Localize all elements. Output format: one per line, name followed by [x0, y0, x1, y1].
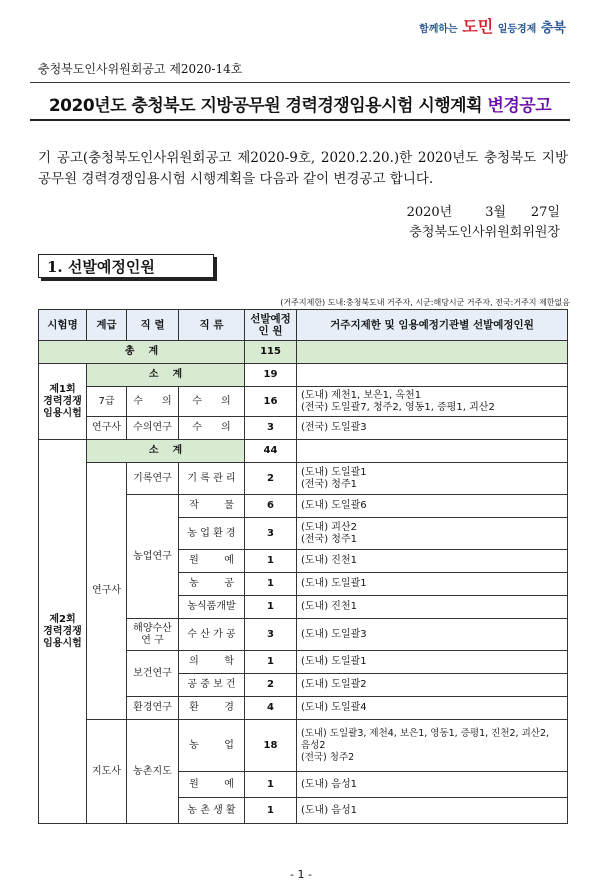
table-row [39, 720, 568, 772]
cell-type: 의 학 [179, 651, 245, 674]
page-title [30, 91, 570, 116]
col-grade: 계급 [87, 310, 127, 341]
cell-detail: (도내) 도일괄4 [297, 697, 568, 720]
cell-count: 4 [245, 697, 297, 720]
logo-suffix: 충북 [540, 21, 566, 36]
exam2-subtotal-value: 44 [245, 440, 297, 463]
cell-type: 농 업 환 경 [179, 518, 245, 550]
cell-detail: (도내) 제천1, 보은1, 옥천1 (전국) 도일괄7, 청주2, 영동1, 증평1, 괴산2 [297, 387, 568, 417]
col-count: 선발예정 인 원 [245, 310, 297, 341]
col-detail: 거주지제한 및 임용예정기관별 선발예정인원 [297, 310, 568, 341]
top-rule [30, 82, 570, 83]
cell-count: 18 [245, 720, 297, 772]
cell-grade: 7급 [87, 387, 127, 417]
cell-series: 농업연구 [127, 495, 179, 619]
cell-type: 수 의 [179, 387, 245, 417]
cell-count: 1 [245, 651, 297, 674]
cell-series: 환경연구 [127, 697, 179, 720]
cell-series: 수의연구 [127, 417, 179, 440]
cell-series: 농촌지도 [127, 720, 179, 824]
table-header-row [39, 310, 568, 341]
cell-type: 농 업 [179, 720, 245, 772]
exam2-subtotal-detail [297, 440, 568, 463]
cell-type: 환 경 [179, 697, 245, 720]
cell-detail: (전국) 도일괄3 [297, 417, 568, 440]
cell-detail: (도내) 음성1 [297, 798, 568, 824]
cell-grade: 연구사 [87, 417, 127, 440]
intro-paragraph [38, 148, 568, 190]
cell-type: 농식품개발 [179, 596, 245, 619]
page-number: - 1 - [290, 868, 312, 881]
cell-count: 16 [245, 387, 297, 417]
cell-detail: (도내) 진천1 [297, 550, 568, 573]
cell-detail: (도내) 도일괄1 [297, 651, 568, 674]
cell-detail: (도내) 괴산2 (전국) 청주1 [297, 518, 568, 550]
cell-detail: (도내) 도일괄3 [297, 619, 568, 651]
logo-prefix: 함께하는 [419, 24, 458, 35]
cell-type: 농 공 [179, 573, 245, 596]
cell-count: 6 [245, 495, 297, 518]
total-value: 115 [245, 341, 297, 364]
logo-middle: 일등경제 [497, 24, 537, 35]
cell-count: 2 [245, 674, 297, 697]
cell-type: 공 중 보 건 [179, 674, 245, 697]
col-type: 직 류 [179, 310, 245, 341]
cell-detail: (도내) 진천1 [297, 596, 568, 619]
exam1-name: 제1회 경력경쟁 임용시험 [39, 364, 87, 440]
cell-count: 3 [245, 518, 297, 550]
total-label: 총 계 [39, 341, 245, 364]
document-number: 충청북도인사위원회공고 제2020-14호 [38, 62, 243, 76]
cell-type: 수 의 [179, 417, 245, 440]
cell-count: 1 [245, 550, 297, 573]
cell-series: 수 의 [127, 387, 179, 417]
cell-type: 농 촌 생 활 [179, 798, 245, 824]
cell-detail: (도내) 도일괄1 (전국) 청주1 [297, 463, 568, 495]
table-row [39, 463, 568, 495]
table-row [39, 417, 568, 440]
cell-series: 해양수산 연 구 [127, 619, 179, 651]
date-text: 2020년 3월 27일 [406, 205, 560, 220]
cell-count: 2 [245, 463, 297, 495]
exam1-subtotal-value: 19 [245, 364, 297, 387]
announcement-date [407, 203, 560, 243]
cell-type: 원 예 [179, 772, 245, 798]
cell-count: 1 [245, 772, 297, 798]
cell-count: 1 [245, 798, 297, 824]
exam2-name: 제2회 경력경쟁 임용시험 [39, 440, 87, 824]
cell-series: 기록연구 [127, 463, 179, 495]
exam1-subtotal-label: 소 계 [87, 364, 245, 387]
col-exam: 시험명 [39, 310, 87, 341]
title-main: 2020년도 충청북도 지방공무원 경력경쟁임용시험 시행계획 [48, 96, 483, 116]
title-highlight: 변경공고 [487, 96, 552, 116]
table-row [39, 440, 568, 463]
cell-count: 1 [245, 573, 297, 596]
cell-count: 3 [245, 619, 297, 651]
cell-type: 기 록 관 리 [179, 463, 245, 495]
total-row [39, 341, 568, 364]
cell-detail: (도내) 도일괄2 [297, 674, 568, 697]
cell-series: 보건연구 [127, 651, 179, 697]
quota-table [38, 309, 568, 824]
cell-detail: (도내) 도일괄6 [297, 495, 568, 518]
section-title: 1. 선발예정인원 [38, 254, 214, 278]
residency-note: (거주지제한) 도내:충청북도내 거주자, 시군:해당시군 거주자, 전국:거주지 제한없음 [280, 298, 570, 307]
issuer: 충청북도인사위원회위원장 [409, 225, 560, 240]
cell-type: 원 예 [179, 550, 245, 573]
exam2-subtotal-label: 소 계 [87, 440, 245, 463]
cell-detail: (도내) 음성1 [297, 772, 568, 798]
cell-detail: (도내) 도일괄3, 제천4, 보은1, 영동1, 증평1, 진천2, 괴산2, 음성2 (전국) 청주2 [297, 720, 568, 772]
intro-text: 기 공고(충청북도인사위원회공고 제2020-9호, 2020.2.20.)한 2020년도 충청북도 지방공무원 경력경쟁임용시험 시행계획을 다음과 같이 변경공고 합니다. [38, 150, 568, 187]
grade-researcher: 연구사 [87, 463, 127, 720]
cell-detail: (도내) 도일괄1 [297, 573, 568, 596]
cell-type: 작 물 [179, 495, 245, 518]
total-detail [297, 341, 568, 364]
col-series: 직 렬 [127, 310, 179, 341]
logo-brand: 도민 [462, 17, 494, 36]
title-rule [30, 119, 570, 121]
cell-type: 수 산 가 공 [179, 619, 245, 651]
grade-advisor: 지도사 [87, 720, 127, 824]
logo [419, 14, 566, 37]
table-row [39, 387, 568, 417]
table-row [39, 364, 568, 387]
exam1-subtotal-detail [297, 364, 568, 387]
cell-count: 1 [245, 596, 297, 619]
cell-count: 3 [245, 417, 297, 440]
